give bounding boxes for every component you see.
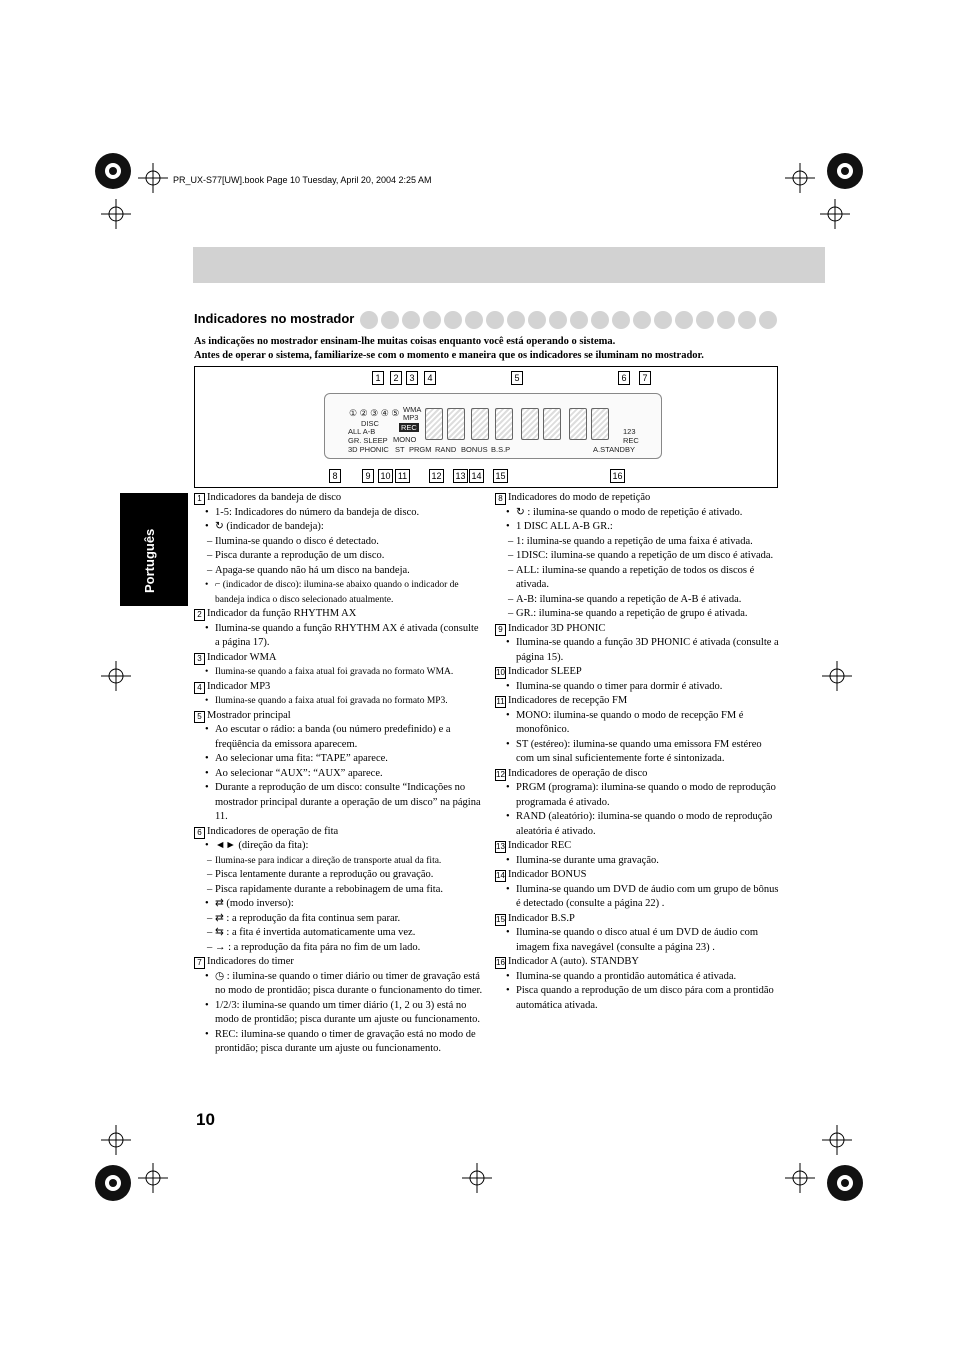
item-13-bullet: • Ilumina-se durante uma gravação. [495,854,780,869]
lcd-timer-rec: REC [623,436,639,445]
lcd-3d-phonic: 3D PHONIC [348,445,389,454]
lcd-wma: WMA [403,405,422,414]
item-7-bullet: • ◷ : ilumina-se quando o timer diário ou timer de gravação está no modo de prontidão; pisca durante o funcionamento do timer. [194,970,484,999]
lcd-display [324,393,662,459]
item-7-bullet: • REC: ilumina-se quando o timer de gravação está no modo de prontidão; pisca durante um ajuste ou funcionamento. [194,1028,484,1057]
item-1-bullet: • ↻ (indicador de bandeja): [194,520,484,535]
item-11-bullet: • MONO: ilumina-se quando o modo de recepção FM é monofônico. [495,709,780,738]
item-1-bullet: • 1-5: Indicadores do número da bandeja de disco. [194,506,484,521]
callout-9: 9 [362,469,374,483]
intro-line-2: Antes de operar o sistema, familiarize-se com o momento e maneira que os indicadores se iluminam no mostrador. [194,350,704,361]
item-6-dash: – Pisca lentamente durante a reprodução ou gravação. [194,868,484,883]
title-bar [193,247,825,283]
callout-16: 16 [610,469,625,483]
item-5-bullet: • Ao selecionar uma fita: “TAPE” aparece. [194,752,484,767]
item-5-bullet: • Ao selecionar “AUX”: “AUX” aparece. [194,767,484,782]
callout-14: 14 [469,469,484,483]
registration-mark-bottom-left [93,1163,133,1203]
item-12-title: 12 Indicadores de operação de disco [496,767,648,779]
item-1-bullet: • ⌐ (indicador de disco): ilumina-se abaixo quando o indicador de bandeja indica o disco selecionado atualmente. [194,578,484,607]
callout-12: 12 [429,469,444,483]
item-6-bullet: • ⇄ (modo inverso): [194,897,484,912]
crosshair-mark-bottom-2 [822,1125,852,1155]
item-12-bullet: • RAND (aleatório): ilumina-se quando o modo de reprodução aleatória é ativado. [495,810,780,839]
item-5-bullet: • Durante a reprodução de um disco: consulte “Indicações no mostrador principal durante a operação de um disco” na página 11. [194,781,484,825]
callout-1: 1 [372,371,384,385]
language-tab-label: Português [142,528,157,593]
crosshair-mark-top-3 [101,199,131,229]
item-8-dash: – GR.: ilumina-se quando a repetição de grupo é ativada. [495,607,780,622]
registration-mark-top-left [93,151,133,191]
lcd-rand: RAND [435,445,457,454]
item-8-dash: – A-B: ilumina-se quando a repetição de A-B é ativada. [495,593,780,608]
crosshair-mark-bottom-3 [138,1163,168,1193]
item-8-title: 8 Indicadores do modo de repetição [495,491,780,506]
item-8-dash: – ALL: ilumina-se quando a repetição de todos os discos é ativada. [495,564,780,593]
callout-10: 10 [378,469,393,483]
item-10-title: 10 Indicador SLEEP [496,666,582,677]
item-12-bullet: • PRGM (programa): ilumina-se quando o modo de reprodução programada é ativado. [495,781,780,810]
item-6-bullet: • ◄► (direção da fita): [194,839,484,854]
lcd-all-ab: ALL A-B [348,427,376,436]
lcd-disc: DISC [361,419,379,428]
callout-6: 6 [618,371,630,385]
lcd-gr-sleep: GR. SLEEP [348,436,388,445]
lcd-bsp: B.S.P [491,445,511,454]
lcd-bonus: BONUS [461,445,488,454]
left-column [194,491,484,1057]
item-7-bullet: • 1/2/3: ilumina-se quando um timer diário (1, 2 ou 3) está no modo de prontidão; pisca durante um ajuste ou funcionamento. [194,999,484,1028]
lcd-timer-123: 123 [623,427,636,436]
crosshair-mark-top-4 [820,199,850,229]
crosshair-mark-bottom-5 [785,1163,815,1193]
item-2-bullet: • Ilumina-se quando a função RHYTHM AX é ativada (consulte a página 17). [194,622,484,651]
registration-mark-bottom-right [825,1163,865,1203]
section-intro [194,335,784,363]
intro-line-1: As indicações no mostrador ensinam-lhe muitas coisas enquanto você está operando o sistema. [194,336,616,347]
item-8-dash: – 1: ilumina-se quando a repetição de uma faixa é ativada. [495,535,780,550]
crosshair-mark-top-1 [138,163,168,193]
item-1-title: 1 Indicadores da bandeja de disco [194,491,484,506]
item-6-dash: – Pisca rapidamente durante a rebobinagem de uma fita. [194,883,484,898]
item-5-title: 5 Mostrador principal [194,709,484,724]
item-6-title: 6 Indicadores de operação de fita [194,825,484,840]
item-11-title: 11 Indicadores de recepção FM [496,695,628,706]
lcd-st: ST [395,445,405,454]
item-15-bullet: • Ilumina-se quando o disco atual é um DVD de áudio com imagem fixa navegável (consulte a página 23) . [495,926,780,955]
callout-3: 3 [406,371,418,385]
item-1-dash: – Pisca durante a reprodução de um disco. [194,549,484,564]
print-header: PR_UX-S77[UW].book Page 10 Tuesday, April 20, 2004 2:25 AM [173,175,432,185]
item-10-bullet: • Ilumina-se quando o timer para dormir é ativado. [495,680,780,695]
language-tab [120,493,188,606]
item-3-title: 3 Indicador WMA [194,651,484,666]
item-4-bullet: • Ilumina-se quando a faixa atual foi gravada no formato MP3. [194,694,484,709]
item-16-title: 16 Indicador A (auto). STANDBY [496,956,639,967]
item-6-dash: – ⇆ : a fita é invertida automaticamente uma vez. [194,926,484,941]
item-1-dash: – Ilumina-se quando o disco é detectado. [194,535,484,550]
item-16-bullet: • Ilumina-se quando a prontidão automática é ativada. [495,970,780,985]
item-3-bullet: • Ilumina-se quando a faixa atual foi gravada no formato WMA. [194,665,484,680]
item-5-bullet: • Ao escutar o rádio: a banda (ou número predefinido) e a freqüência da emissora aparecem. [194,723,484,752]
crosshair-mark-top-2 [785,163,815,193]
item-6-dash: – ⇄ : a reprodução da fita continua sem parar. [194,912,484,927]
right-column [495,491,780,1013]
lcd-rec: REC [401,423,417,432]
item-6-dash: – → : a reprodução da fita pára no fim de um lado. [194,941,484,956]
item-11-bullet: • ST (estéreo): ilumina-se quando uma emissora FM estéreo com um sinal suficientemente forte é sintonizada. [495,738,780,767]
item-4-title: 4 Indicador MP3 [194,680,484,695]
item-1-dash: – Apaga-se quando não há um disco na bandeja. [194,564,484,579]
item-8-dash: – 1DISC: ilumina-se quando a repetição de um disco é ativada. [495,549,780,564]
item-7-title: 7 Indicadores do timer [194,955,484,970]
item-9-title: 9 Indicador 3D PHONIC [495,622,780,637]
callout-5: 5 [511,371,523,385]
crosshair-mark-bottom-1 [101,1125,131,1155]
lcd-mono: MONO [393,435,417,444]
section-title: Indicadores no mostrador [194,311,355,326]
callout-8: 8 [329,469,341,483]
callout-4: 4 [424,371,436,385]
callout-15: 15 [493,469,508,483]
crosshair-mark-right-mid [822,661,852,691]
item-6-dash: – Ilumina-se para indicar a direção de transporte atual da fita. [194,854,484,869]
item-2-title: 2 Indicador da função RHYTHM AX [194,607,484,622]
lcd-mp3: MP3 [403,413,419,422]
item-15-title: 15 Indicador B.S.P [496,912,575,924]
item-14-title: 14 Indicador BONUS [496,869,587,880]
title-dot-rule [360,311,777,329]
item-13-title: 13 Indicador REC [496,840,572,851]
lcd-disc-numbers: ① ② ③ ④ ⑤ [349,408,400,418]
lcd-astandby: A.STANDBY [593,445,635,454]
item-8-bullet: • 1 DISC ALL A-B GR.: [495,520,780,535]
callout-2: 2 [390,371,402,385]
item-14-bullet: • Ilumina-se quando um DVD de áudio com um grupo de bônus é detectado (consulte a página 22) . [495,883,780,912]
page-number: 10 [196,1110,215,1129]
item-8-bullet: • ↻ : ilumina-se quando o modo de repetição é ativado. [495,506,780,521]
crosshair-mark-left-mid [101,661,131,691]
item-9-bullet: • Ilumina-se quando a função 3D PHONIC é ativada (consulte a página 15). [495,636,780,665]
registration-mark-top-right [825,151,865,191]
item-16-bullet: • Pisca quando a reprodução de um disco pára com a prontidão automática ativada. [495,984,780,1013]
lcd-prgm: PRGM [409,445,432,454]
callout-11: 11 [395,469,410,483]
crosshair-mark-bottom-4 [462,1163,492,1193]
callout-7: 7 [639,371,651,385]
callout-13: 13 [453,469,468,483]
